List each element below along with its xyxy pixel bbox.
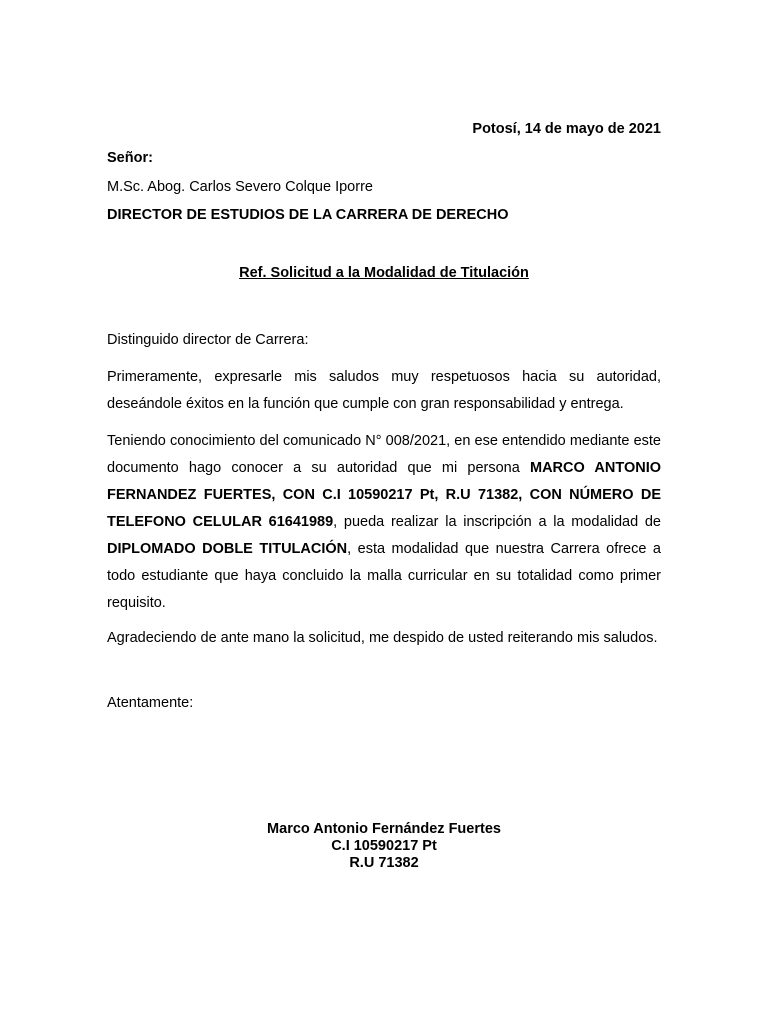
letter-date: Potosí, 14 de mayo de 2021	[472, 121, 661, 137]
recipient-title: DIRECTOR DE ESTUDIOS DE LA CARRERA DE DERECHO	[107, 207, 509, 223]
paragraph-request	[107, 428, 661, 617]
signature-block	[0, 821, 768, 872]
recipient-name: M.Sc. Abog. Carlos Severo Colque Iporre	[107, 179, 373, 195]
salutation: Distinguido director de Carrera:	[107, 332, 309, 348]
request-modality: DIPLOMADO DOBLE TITULACIÓN	[107, 541, 348, 557]
greeting: Señor:	[107, 150, 153, 166]
request-text-3: , esta modalidad que nuestra Carrera ofrece a todo estudiante que haya concluido la malla curricular en su totalidad como primer requisito.	[107, 541, 661, 611]
request-text-1: Teniendo conocimiento del comunicado N° 008/2021, en ese entendido mediante este documento hago conocer a su autoridad que mi persona	[107, 433, 661, 476]
request-applicant-details: MARCO ANTONIO FERNANDEZ FUERTES, CON C.I 10590217 Pt, R.U 71382, CON NÚMERO DE TELEFONO CELULAR 61641989	[107, 460, 661, 530]
signature-name: Marco Antonio Fernández Fuertes	[267, 821, 501, 837]
closing: Atentamente:	[107, 695, 194, 711]
signature-ci: C.I 10590217 Pt	[331, 838, 437, 854]
reference-line: Ref. Solicitud a la Modalidad de Titulación	[239, 265, 529, 281]
signature-ru: R.U 71382	[349, 855, 419, 871]
paragraph-thanks: Agradeciendo de ante mano la solicitud, me despido de usted reiterando mis saludos.	[107, 630, 658, 646]
paragraph-greeting: Primeramente, expresarle mis saludos muy respetuosos hacia su autoridad, deseándole éxitos en la función que cumple con gran responsabilidad y entrega.	[107, 369, 661, 412]
request-text-2: , pueda realizar la inscripción a la modalidad de	[333, 514, 661, 530]
